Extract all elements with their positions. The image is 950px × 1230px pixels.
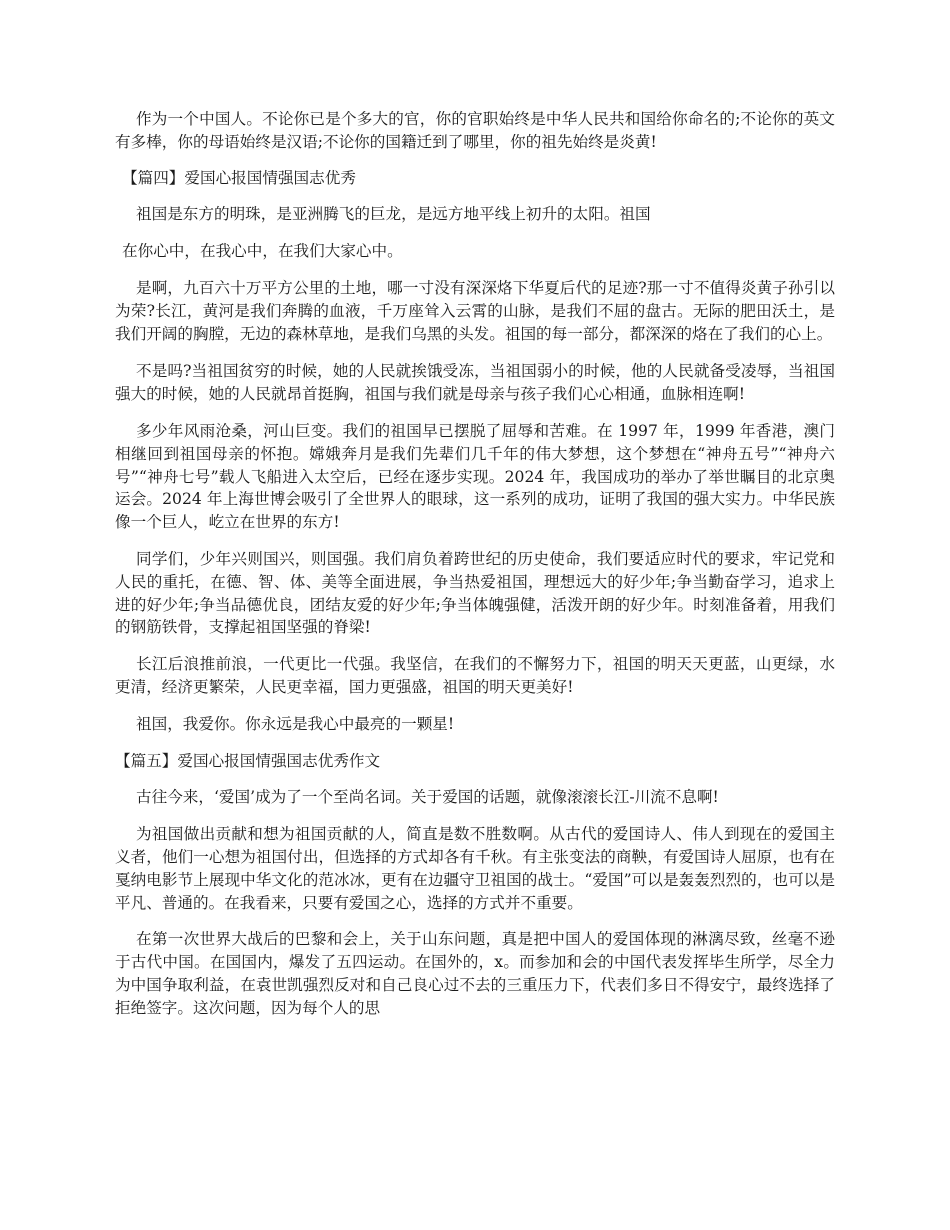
paragraph: 作为一个中国人。不论你已是个多大的官，你的官职始终是中华人民共和国给你命名的;不论你的英文有多棒，你的母语始终是汉语;不论你的国籍迁到了哪里，你的祖先始终是炎黄! xyxy=(115,110,835,151)
paragraph: 同学们，少年兴则国兴，则国强。我们肩负着跨世纪的历史使命，我们要适应时代的要求，牢记党和人民的重托，在德、智、体、美等全面进展，争当热爱祖国，理想远大的好少年;争当勤奋学习，追求上进的好少年;争当品德优良，团结友爱的好少年;争当体魄强健，活泼开朗的好少年。时刻准备着，用我们的钢筋铁骨，支撑起祖国坚强的脊梁! xyxy=(115,549,835,637)
paragraph: 古往今来，‘爱国’成为了一个至尚名词。关于爱国的话题，就像滚滚长江-川流不息啊! xyxy=(136,788,719,807)
paragraph: 不是吗?当祖国贫穷的时候，她的人民就挨饿受冻，当祖国弱小的时候，他的人民就备受凌辱，当祖国强大的时候，她的人民就昂首挺胸，祖国与我们就是母亲与孩子我们心心相通，血脉相连啊! xyxy=(115,362,835,404)
section-heading-4: 【篇四】爱国心报国情强国志优秀 xyxy=(122,168,356,187)
paragraph: 多少年风雨沧桑，河山巨变。我们的祖国早已摆脱了屈辱和苦难。在 1997 年，1999 年香港，澳门相继回到祖国母亲的怀抱。嫦娥奔月是我们先辈们几千年的伟大梦想，这个梦想在“神舟五号”“神舟六号”“神舟七号”载人飞船进入太空后，已经在逐步实现。2024 年，我国成功的举办了举世瞩目的北京奥运会。2024 年上海世博会吸引了全世界人的眼球，这一系列的成功，证明了我国的强大实力。中华民族像一个巨人，屹立在世界的东方! xyxy=(115,421,835,532)
paragraph: 祖国，我爱你。你永远是我心中最亮的一颗星! xyxy=(136,714,455,733)
paragraph: 祖国是东方的明珠，是亚洲腾飞的巨龙，是远方地平线上初升的太阳。祖国 xyxy=(136,205,651,224)
paragraph: 在第一次世界大战后的巴黎和会上，关于山东问题，真是把中国人的爱国体现的淋漓尽致，丝毫不逊于古代中国。在国国内，爆发了五四运动。在国外的，x。而参加和会的中国代表发挥毕生所学，尽全力为中国争取利益，在袁世凯强烈反对和自己良心过不去的三重压力下，代表们多日不得安宁，最终选择了拒绝签字。这次问题，因为每个人的思 xyxy=(115,930,835,1017)
paragraph: 在你心中，在我心中，在我们大家心中。 xyxy=(122,242,403,261)
section-heading-5: 【篇五】爱国心报国情强国志优秀作文 xyxy=(115,751,381,770)
document-body xyxy=(115,108,835,1034)
paragraph: 长江后浪推前浪，一代更比一代强。我坚信，在我们的不懈努力下，祖国的明天天更蓝，山更绿，水更清，经济更繁荣，人民更幸福，国力更强盛，祖国的明天更美好! xyxy=(115,655,835,696)
paragraph: 是啊，九百六十万平方公里的土地，哪一寸没有深深烙下华夏后代的足迹?那一寸不值得炎黄子孙引以为荣?长江，黄河是我们奔腾的血液，千万座耸入云霄的山脉，是我们不屈的盘古。无际的肥田沃土，是我们开阔的胸膛，无边的森林草地，是我们乌黑的头发。祖国的每一部分，都深深的烙在了我们的心上。 xyxy=(115,278,835,343)
paragraph: 为祖国做出贡献和想为祖国贡献的人，简直是数不胜数啊。从古代的爱国诗人、伟人到现在的爱国主义者，他们一心想为祖国付出，但选择的方式却各有千秋。有主张变法的商鞅，有爱国诗人屈原，也有在戛纳电影节上展现中华文化的范冰冰，更有在边疆守卫祖国的战士。“爱国”可以是轰轰烈烈的，也可以是平凡、普通的。在我看来，只要有爱国之心，选择的方式并不重要。 xyxy=(115,825,835,912)
